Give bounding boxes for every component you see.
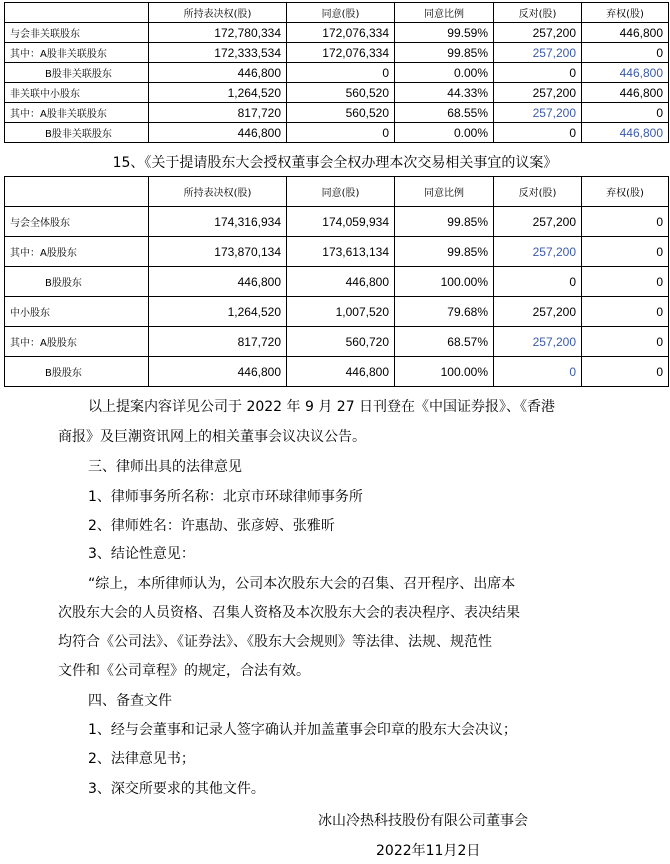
cell: 0 [582, 297, 669, 327]
cell: 68.55% [395, 103, 494, 123]
cell: 560,520 [287, 83, 395, 103]
cell: 446,800 [582, 123, 669, 143]
conclusion-line3: 均符合《公司法》、《证券法》、《股东大会规则》等法律、法规、规范性 [58, 634, 492, 650]
header-cell: 所持表决权(股) [149, 177, 287, 207]
cell: 44.33% [395, 83, 494, 103]
cell: 174,316,934 [149, 207, 287, 237]
cell: 174,059,934 [287, 207, 395, 237]
table-header-row [5, 3, 669, 23]
cell: 257,200 [494, 43, 582, 63]
header-cell: 弃权(股) [582, 177, 669, 207]
cell: 0 [582, 207, 669, 237]
cell: 172,076,334 [287, 43, 395, 63]
row-label: 其中：A股股东 [5, 327, 149, 357]
row-label: 其中：A股非关联股东 [5, 43, 149, 63]
section-heading-documents: 四、备查文件 [88, 693, 172, 709]
cell: 172,076,334 [287, 23, 395, 43]
cell: 99.85% [395, 237, 494, 267]
cell: 0.00% [395, 63, 494, 83]
row-label: 中小股东 [5, 297, 149, 327]
row-label: 其中：A股非关联股东 [5, 103, 149, 123]
header-cell: 反对(股) [494, 177, 582, 207]
cell: 173,613,134 [287, 237, 395, 267]
cell: 817,720 [149, 327, 287, 357]
cell: 446,800 [149, 123, 287, 143]
cell: 0 [287, 123, 395, 143]
header-cell: 弃权(股) [582, 3, 669, 23]
vote-table-all-shareholders [4, 176, 669, 387]
vote-table-non-related [4, 2, 669, 143]
cell: 68.57% [395, 327, 494, 357]
cell: 446,800 [149, 267, 287, 297]
table-row [5, 123, 669, 143]
table-row [5, 103, 669, 123]
header-cell: 反对(股) [494, 3, 582, 23]
cell: 0 [287, 63, 395, 83]
table-row [5, 63, 669, 83]
conclusion-line4: 文件和《公司章程》的规定，合法有效。 [58, 663, 310, 679]
row-label: 其中：A股股东 [5, 237, 149, 267]
cell: 446,800 [287, 357, 395, 387]
cell: 0 [494, 63, 582, 83]
cell: 0 [582, 43, 669, 63]
section-15-title: 15、《关于提请股东大会授权董事会全权办理本次交易相关事宜的议案》 [112, 155, 558, 171]
cell: 100.00% [395, 357, 494, 387]
header-cell [5, 3, 149, 23]
document-item-1: 1、经与会董事和记录人签字确认并加盖董事会印章的股东大会决议； [88, 722, 517, 738]
cell: 257,200 [494, 297, 582, 327]
cell: 560,720 [287, 327, 395, 357]
conclusion-line1: “综上，本所律师认为，公司本次股东大会的召集、召开程序、出席本 [88, 576, 516, 592]
signature-date: 2022年11月2日 [376, 843, 481, 859]
cell: 172,333,534 [149, 43, 287, 63]
cell: 172,780,334 [149, 23, 287, 43]
row-label: B股非关联股东 [5, 63, 149, 83]
conclusion-label: 3、结论性意见： [88, 546, 195, 562]
cell: 100.00% [395, 267, 494, 297]
cell: 257,200 [494, 103, 582, 123]
cell: 446,800 [287, 267, 395, 297]
table-row [5, 83, 669, 103]
header-cell: 所持表决权(股) [149, 3, 287, 23]
cell: 1,264,520 [149, 297, 287, 327]
document-item-3: 3、深交所要求的其他文件。 [88, 781, 265, 797]
cell: 257,200 [494, 237, 582, 267]
table-row [5, 23, 669, 43]
table-row [5, 267, 669, 297]
cell: 257,200 [494, 327, 582, 357]
cell: 446,800 [149, 357, 287, 387]
paragraph-announcement-line1: 以上提案内容详见公司于 2022 年 9 月 27 日刊登在《中国证券报》、《香港 [88, 399, 556, 415]
cell: 99.59% [395, 23, 494, 43]
row-label: 与会全体股东 [5, 207, 149, 237]
table-row [5, 357, 669, 387]
cell: 257,200 [494, 207, 582, 237]
row-label: 与会非关联股东 [5, 23, 149, 43]
header-cell: 同意(股) [287, 3, 395, 23]
law-firm-name: 1、律师事务所名称：北京市环球律师事务所 [88, 489, 363, 505]
cell: 817,720 [149, 103, 287, 123]
cell: 0 [582, 327, 669, 357]
row-label: B股股东 [5, 357, 149, 387]
document-item-2: 2、法律意见书； [88, 751, 195, 767]
section-heading-legal-opinion: 三、律师出具的法律意见 [88, 459, 242, 475]
cell: 173,870,134 [149, 237, 287, 267]
conclusion-line2: 次股东大会的人员资格、召集人资格及本次股东大会的表决程序、表决结果 [58, 605, 520, 621]
cell: 0 [494, 357, 582, 387]
cell: 446,800 [582, 63, 669, 83]
table-row [5, 237, 669, 267]
cell: 0 [582, 237, 669, 267]
cell: 79.68% [395, 297, 494, 327]
cell: 446,800 [582, 23, 669, 43]
cell: 560,520 [287, 103, 395, 123]
cell: 99.85% [395, 43, 494, 63]
row-label: 非关联中小股东 [5, 83, 149, 103]
table-header-row [5, 177, 669, 207]
paragraph-announcement-line2: 商报》及巨潮资讯网上的相关董事会议决议公告。 [58, 429, 366, 445]
cell: 1,264,520 [149, 83, 287, 103]
header-cell [5, 177, 149, 207]
cell: 0 [494, 123, 582, 143]
lawyer-names: 2、律师姓名：许惠劼、张彦婷、张雅昕 [88, 518, 335, 534]
cell: 1,007,520 [287, 297, 395, 327]
cell: 446,800 [149, 63, 287, 83]
header-cell: 同意比例 [395, 177, 494, 207]
header-cell: 同意(股) [287, 177, 395, 207]
cell: 257,200 [494, 83, 582, 103]
cell: 0 [494, 267, 582, 297]
cell: 0 [582, 267, 669, 297]
cell: 0 [582, 103, 669, 123]
table-row [5, 43, 669, 63]
row-label: B股股东 [5, 267, 149, 297]
cell: 0.00% [395, 123, 494, 143]
table-row [5, 327, 669, 357]
row-label: B股非关联股东 [5, 123, 149, 143]
cell: 99.85% [395, 207, 494, 237]
table-row [5, 207, 669, 237]
cell: 257,200 [494, 23, 582, 43]
signature-company: 冰山冷热科技股份有限公司董事会 [318, 813, 528, 829]
cell: 0 [582, 357, 669, 387]
cell: 446,800 [582, 83, 669, 103]
table-row [5, 297, 669, 327]
header-cell: 同意比例 [395, 3, 494, 23]
